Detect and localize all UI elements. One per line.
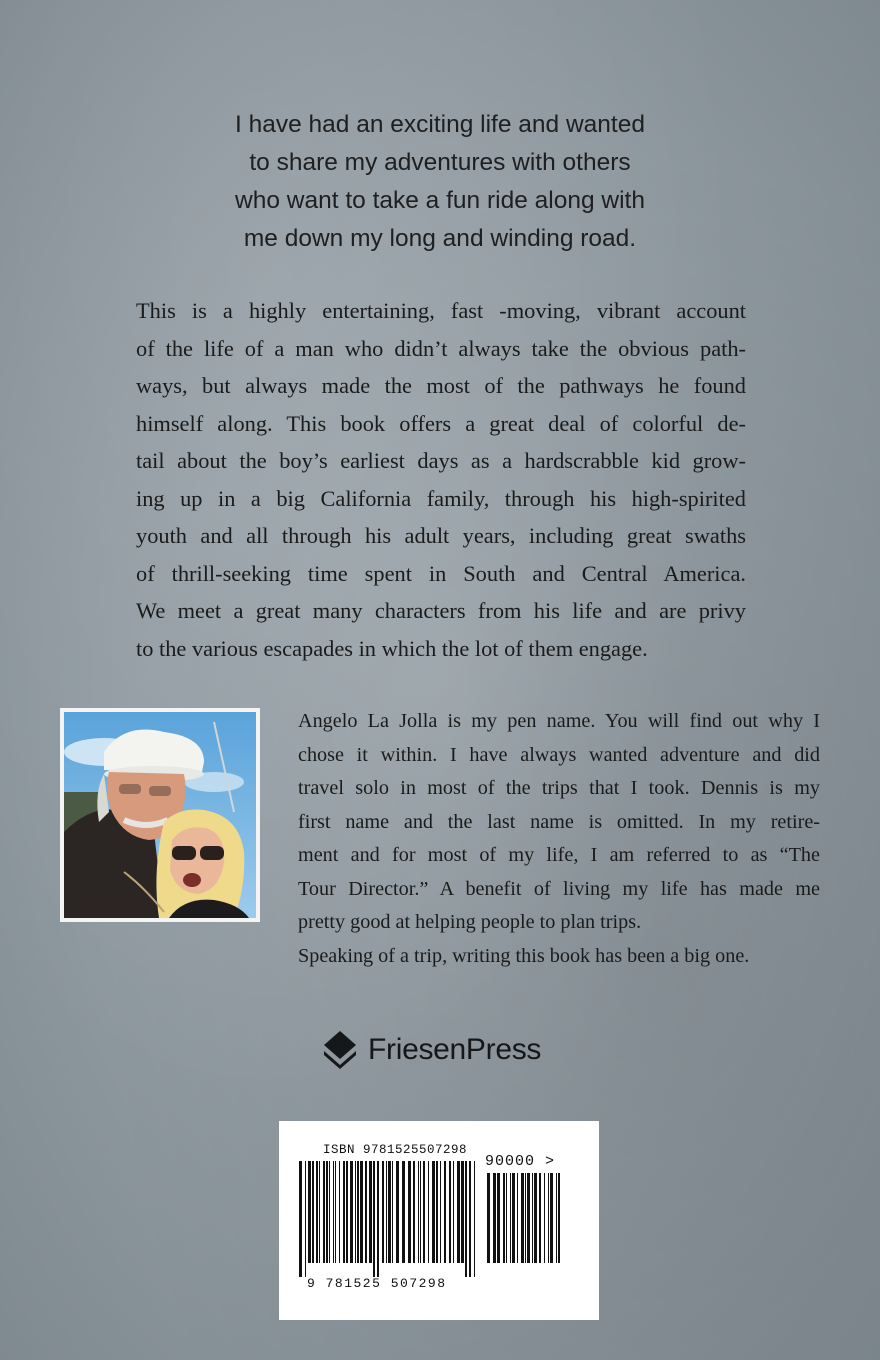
barcode-bar <box>312 1161 314 1263</box>
description-line: We meet a great many characters from his life and are privy <box>136 598 746 623</box>
description-line: This is a highly entertaining, fast -moving, vibrant account <box>136 298 746 323</box>
barcode-bar <box>323 1161 325 1263</box>
barcode-bar <box>316 1161 318 1263</box>
barcode-bar <box>343 1161 345 1263</box>
barcode-bar <box>382 1161 384 1263</box>
barcode-bar <box>532 1173 533 1263</box>
isbn-barcode <box>299 1161 477 1277</box>
barcode-bar <box>408 1161 411 1263</box>
barcode-bar <box>469 1161 471 1277</box>
tagline-line: me down my long and winding road. <box>243 225 637 252</box>
description-line: ways, but always made the most of the pathways he found <box>136 373 746 398</box>
barcode-bar <box>392 1161 393 1263</box>
barcode-box <box>279 1121 599 1320</box>
bio-line: Tour Director.” A benefit of living my life has made me <box>298 877 820 900</box>
barcode-bar <box>453 1161 454 1263</box>
barcode-bar <box>506 1173 507 1263</box>
barcode-bar <box>388 1161 391 1263</box>
barcode-bar <box>548 1173 549 1263</box>
barcode-bar <box>369 1161 372 1263</box>
friesenpress-logo-icon <box>322 1029 358 1071</box>
barcode-bar <box>373 1161 375 1277</box>
barcode-bar <box>333 1161 334 1263</box>
barcode-bar <box>326 1161 328 1263</box>
barcode-bar <box>305 1161 306 1277</box>
barcode-bar <box>350 1161 353 1263</box>
barcode-bar <box>474 1161 475 1277</box>
barcode-bar <box>335 1161 336 1263</box>
description-line: himself along. This book offers a great deal of colorful de- <box>136 410 746 436</box>
barcode-bar <box>503 1173 505 1263</box>
barcode-bar <box>386 1161 387 1263</box>
bio-line: first name and the last name is omitted. In my retire- <box>298 810 820 833</box>
barcode-bar <box>339 1161 340 1263</box>
barcode-bar <box>329 1161 330 1263</box>
barcode-bar <box>544 1173 545 1263</box>
description-line: tail about the boy’s earliest days as a hardscrabble kid grow- <box>136 448 746 473</box>
barcode-bar <box>556 1173 557 1263</box>
barcode-bar <box>527 1173 530 1263</box>
publisher-name: FriesenPress <box>368 1033 542 1066</box>
description-line: youth and all through his adult years, including great swaths <box>136 523 746 548</box>
tagline-line: who want to take a fun ride along with <box>235 187 645 214</box>
barcode-bar <box>440 1161 441 1263</box>
barcode-bar <box>423 1161 425 1263</box>
isbn-digits: 9 781525 507298 <box>307 1276 447 1291</box>
barcode-bar <box>461 1161 464 1263</box>
barcode-bar <box>558 1173 560 1263</box>
bio-line: travel solo in most of the trips that I took. Dennis is my <box>298 777 820 799</box>
barcode-bar <box>550 1173 553 1263</box>
publisher-logo <box>322 1028 541 1072</box>
barcode-bar <box>396 1161 399 1263</box>
barcode-bar <box>360 1161 363 1263</box>
barcode-bar <box>377 1161 379 1277</box>
barcode-bar <box>418 1161 419 1263</box>
barcode-bar <box>432 1161 435 1263</box>
barcode-bar <box>357 1161 359 1263</box>
barcode-bar <box>457 1161 460 1263</box>
author-bio <box>298 705 820 973</box>
barcode-bar <box>413 1161 415 1263</box>
barcode-bar <box>444 1161 446 1263</box>
barcode-bar <box>420 1161 421 1263</box>
description-line: ing up in a big California family, through his high-spirited <box>136 485 746 511</box>
price-code: 90000 > <box>485 1153 556 1170</box>
description-line: of thrill-seeking time spent in South and Central America. <box>136 560 746 586</box>
book-description <box>136 292 746 667</box>
description-line: to the various escapades in which the lot of them engage. <box>136 635 648 661</box>
description-line: of the life of a man who didn’t always take the obvious path- <box>136 335 746 361</box>
barcode-bar <box>510 1173 511 1263</box>
tagline-line: to share my adventures with others <box>249 149 631 176</box>
author-photo-image <box>64 712 256 918</box>
barcode-bar <box>525 1173 526 1263</box>
tagline <box>180 106 700 258</box>
barcode-bar <box>512 1173 515 1263</box>
bio-line: ment and for most of my life, I am referred to as “The <box>298 844 820 866</box>
barcode-bar <box>402 1161 405 1263</box>
bio-line: Angelo La Jolla is my pen name. You will find out why I <box>298 710 820 732</box>
barcode-bar <box>365 1161 367 1263</box>
isbn-label: ISBN 9781525507298 <box>323 1143 468 1157</box>
barcode-bar <box>497 1173 500 1263</box>
barcode-bar <box>517 1173 518 1263</box>
barcode-bar <box>539 1173 541 1263</box>
barcode-bar <box>355 1161 356 1263</box>
barcode-bar <box>428 1161 429 1263</box>
bio-line: chose it within. I have always wanted adventure and did <box>298 743 820 766</box>
bio-line: Speaking of a trip, writing this book has been a big one. <box>298 944 750 967</box>
barcode-bar <box>319 1161 320 1263</box>
barcode-bar <box>299 1161 302 1277</box>
barcode-bar <box>521 1173 524 1263</box>
barcode-bar <box>449 1161 451 1263</box>
barcode-bar <box>308 1161 311 1263</box>
barcode-bar <box>534 1173 537 1263</box>
barcode-bar <box>436 1161 438 1263</box>
author-photo <box>60 708 260 922</box>
barcode-bar <box>346 1161 348 1263</box>
bio-line: pretty good at helping people to plan trips. <box>298 911 642 933</box>
barcode-bar <box>465 1161 467 1277</box>
barcode-bar <box>487 1173 490 1263</box>
price-barcode <box>487 1173 565 1277</box>
barcode-bar <box>493 1173 496 1263</box>
tagline-line: I have had an exciting life and wanted <box>235 111 645 138</box>
